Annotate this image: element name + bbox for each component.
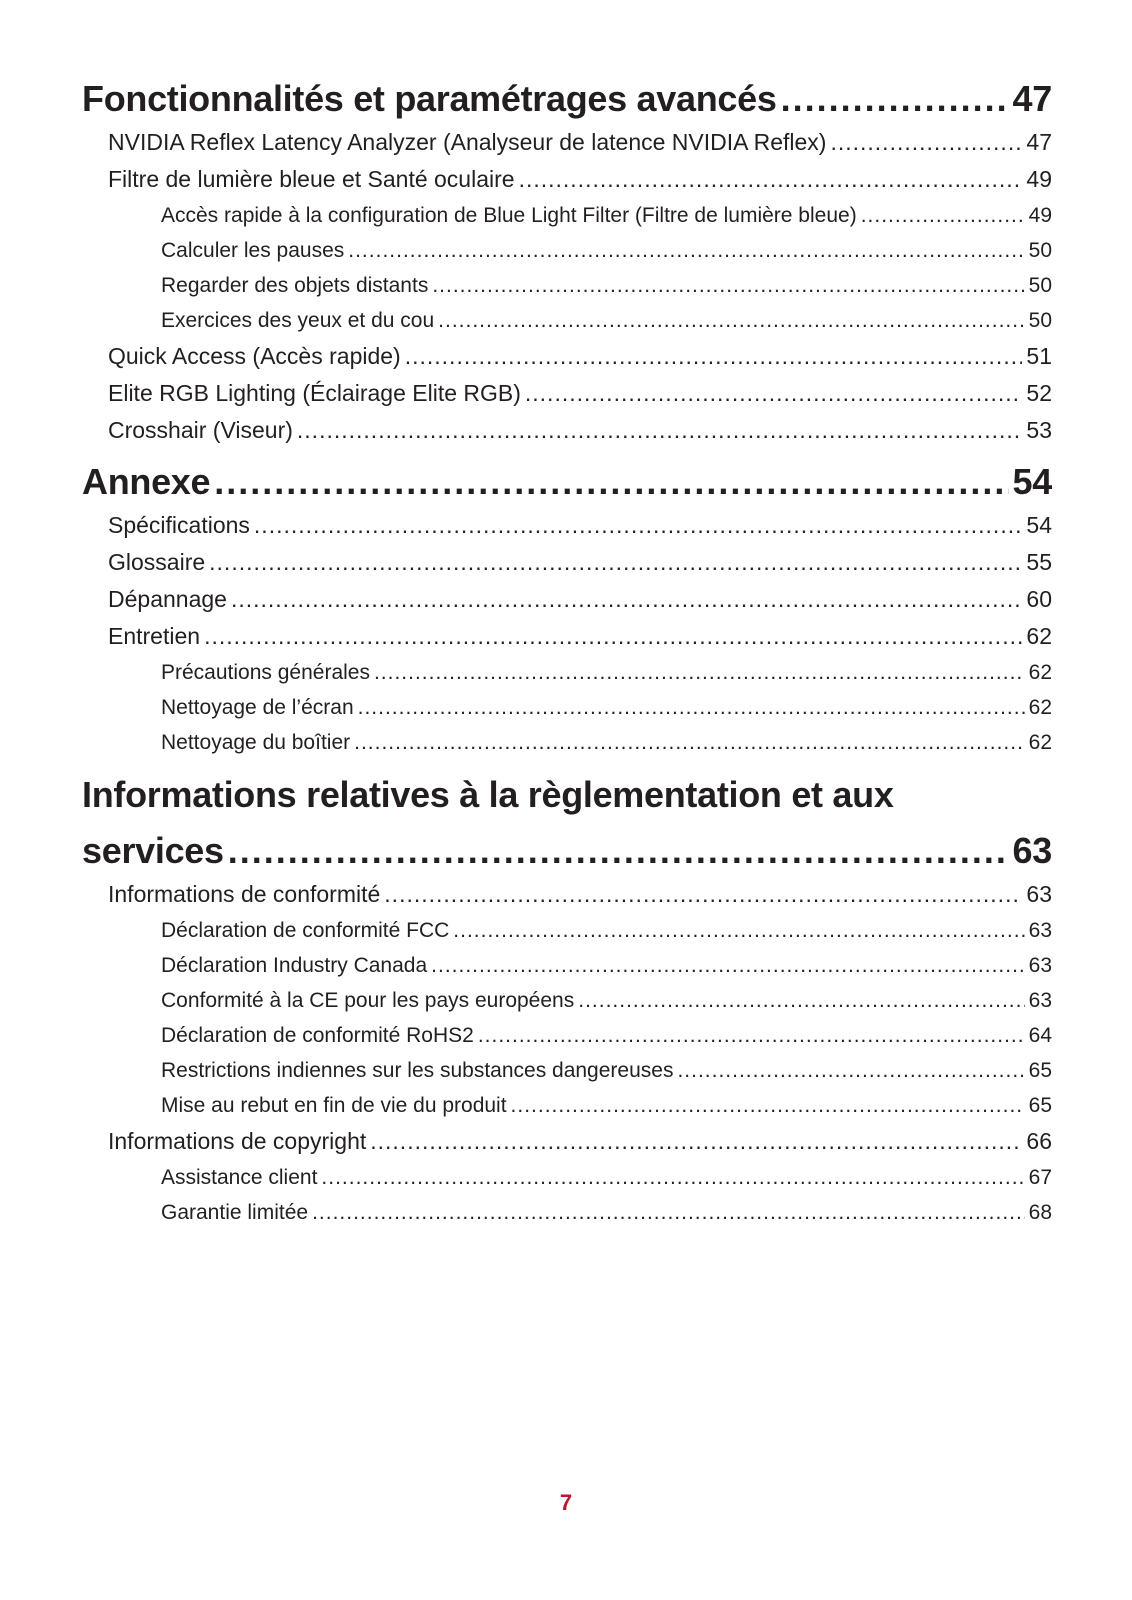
- toc-entry-title: Garantie limitée: [161, 1201, 309, 1224]
- toc-entry[interactable]: [82, 412, 1052, 449]
- toc-entry[interactable]: [82, 581, 1052, 618]
- toc-subentry[interactable]: [82, 1088, 1052, 1123]
- dot-leader: [432, 268, 1024, 303]
- toc-page-number: 47: [1026, 129, 1052, 155]
- toc-entry-title: Accès rapide à la configuration de Blue Light Filter (Filtre de lumière bleue): [161, 204, 857, 227]
- toc-entry-title: Précautions générales: [161, 661, 370, 684]
- toc-page-number: 50: [1028, 309, 1052, 332]
- dot-leader: [214, 457, 1008, 507]
- toc-subentry[interactable]: [82, 233, 1052, 268]
- toc-entry-title: Dépannage: [108, 586, 227, 612]
- toc-entry-title: Quick Access (Accès rapide): [108, 343, 401, 369]
- toc-entry[interactable]: [82, 338, 1052, 375]
- toc-entry-title: Entretien: [108, 623, 201, 649]
- dot-leader: [348, 233, 1024, 268]
- toc-page-number: 66: [1026, 1128, 1052, 1154]
- toc-entry-title: Elite RGB Lighting (Éclairage Elite RGB): [108, 380, 521, 406]
- dot-leader: [358, 690, 1025, 725]
- table-of-contents: [82, 72, 1052, 1230]
- toc-page-number: 63: [1012, 830, 1052, 871]
- toc-page-number: 49: [1028, 204, 1052, 227]
- toc-subentry[interactable]: [82, 198, 1052, 233]
- dot-leader: [438, 303, 1024, 338]
- toc-subentry[interactable]: [82, 1053, 1052, 1088]
- toc-page-number: 47: [1012, 78, 1052, 119]
- dot-leader: [312, 1195, 1025, 1230]
- dot-leader: [677, 1053, 1024, 1088]
- dot-leader: [525, 375, 1023, 412]
- toc-page-number: 52: [1026, 380, 1052, 406]
- toc-heading-title-line1[interactable]: Informations relatives à la règlementation et aux: [82, 774, 894, 815]
- toc-entry-title: Spécifications: [108, 512, 250, 538]
- toc-entry-title: Nettoyage de l’écran: [161, 696, 354, 719]
- toc-page-number: 50: [1028, 274, 1052, 297]
- toc-subentry[interactable]: [82, 1195, 1052, 1230]
- toc-page-number: 54: [1012, 461, 1052, 502]
- toc-entry-title: Crosshair (Viseur): [108, 417, 293, 443]
- toc-entry[interactable]: [82, 1123, 1052, 1160]
- toc-entry-title: Exercices des yeux et du cou: [161, 309, 435, 332]
- dot-leader: [354, 725, 1025, 760]
- toc-page-number: 49: [1026, 166, 1052, 192]
- toc-entry[interactable]: [82, 544, 1052, 581]
- toc-entry[interactable]: [82, 876, 1052, 913]
- toc-page-number: 54: [1026, 512, 1052, 538]
- dot-leader: [321, 1160, 1024, 1195]
- footer-page-number: 7: [559, 1490, 573, 1515]
- toc-page-number: 65: [1028, 1059, 1052, 1082]
- toc-page-number: 64: [1028, 1024, 1052, 1047]
- toc-subentry[interactable]: [82, 655, 1052, 690]
- toc-page-number: 51: [1026, 343, 1052, 369]
- toc-subentry[interactable]: [82, 1018, 1052, 1053]
- dot-leader: [374, 655, 1025, 690]
- dot-leader: [228, 826, 1009, 876]
- toc-page-number: 63: [1028, 989, 1052, 1012]
- toc-heading-title: Fonctionnalités et paramétrages avancés: [82, 78, 777, 119]
- toc-page-number: 62: [1028, 661, 1052, 684]
- dot-leader: [204, 618, 1022, 655]
- toc-entry-title: Glossaire: [108, 549, 206, 575]
- toc-entry-title: Mise au rebut en fin de vie du produit: [161, 1094, 507, 1117]
- toc-heading-annexe[interactable]: [82, 457, 1052, 507]
- dot-leader: [519, 161, 1023, 198]
- toc-page-number: 63: [1026, 881, 1052, 907]
- toc-entry-title: Nettoyage du boîtier: [161, 731, 351, 754]
- dot-leader: [781, 74, 1009, 124]
- toc-page-number: 63: [1028, 919, 1052, 942]
- toc-subentry[interactable]: [82, 268, 1052, 303]
- dot-leader: [209, 544, 1022, 581]
- toc-heading-title: Annexe: [82, 461, 211, 502]
- toc-entry-title: Assistance client: [161, 1166, 318, 1189]
- toc-entry[interactable]: [82, 618, 1052, 655]
- toc-entry-title: Déclaration Industry Canada: [161, 954, 428, 977]
- toc-page-number: 62: [1028, 696, 1052, 719]
- dot-leader: [861, 198, 1025, 233]
- toc-entry-title: Informations de copyright: [108, 1128, 367, 1154]
- dot-leader: [578, 983, 1024, 1018]
- dot-leader: [405, 338, 1023, 375]
- toc-entry-title: Restrictions indiennes sur les substances dangereuses: [161, 1059, 674, 1082]
- toc-page-number: 60: [1026, 586, 1052, 612]
- toc-page-number: 68: [1028, 1201, 1052, 1224]
- toc-page-number: 65: [1028, 1094, 1052, 1117]
- toc-page-number: 53: [1026, 417, 1052, 443]
- toc-heading-fonctionnalites[interactable]: [82, 74, 1052, 124]
- toc-entry-title: Filtre de lumière bleue et Santé oculaire: [108, 166, 515, 192]
- toc-heading-title: services: [82, 830, 224, 871]
- toc-entry[interactable]: [82, 124, 1052, 161]
- toc-entry[interactable]: [82, 375, 1052, 412]
- toc-entry-title: Informations de conformité: [108, 881, 381, 907]
- dot-leader: [511, 1088, 1025, 1123]
- toc-entry[interactable]: [82, 507, 1052, 544]
- toc-subentry[interactable]: [82, 725, 1052, 760]
- dot-leader: [231, 581, 1022, 618]
- toc-subentry[interactable]: [82, 983, 1052, 1018]
- toc-subentry[interactable]: [82, 1160, 1052, 1195]
- dot-leader: [431, 948, 1024, 983]
- dot-leader: [453, 913, 1024, 948]
- dot-leader: [254, 507, 1022, 544]
- toc-entry-title: Déclaration de conformité RoHS2: [161, 1024, 474, 1047]
- toc-subentry[interactable]: [82, 948, 1052, 983]
- dot-leader: [297, 412, 1023, 449]
- toc-entry-title: Regarder des objets distants: [161, 274, 429, 297]
- toc-entry-title: NVIDIA Reflex Latency Analyzer (Analyseur de latence NVIDIA Reflex): [108, 129, 827, 155]
- toc-entry-title: Calculer les pauses: [161, 239, 345, 262]
- toc-page-number: 55: [1026, 549, 1052, 575]
- toc-entry-title: Conformité à la CE pour les pays européens: [161, 989, 575, 1012]
- toc-page-number: 67: [1028, 1166, 1052, 1189]
- toc-entry-title: Déclaration de conformité FCC: [161, 919, 450, 942]
- toc-subentry[interactable]: [82, 690, 1052, 725]
- dot-leader: [478, 1018, 1025, 1053]
- dot-leader: [384, 876, 1022, 913]
- toc-page-number: 63: [1028, 954, 1052, 977]
- dot-leader: [370, 1123, 1022, 1160]
- toc-heading-reglementation[interactable]: [82, 826, 1052, 876]
- toc-page-number: 50: [1028, 239, 1052, 262]
- dot-leader: [830, 124, 1022, 161]
- toc-page-number: 62: [1026, 623, 1052, 649]
- toc-entry[interactable]: [82, 161, 1052, 198]
- toc-subentry[interactable]: [82, 913, 1052, 948]
- toc-subentry[interactable]: [82, 303, 1052, 338]
- toc-page-number: 62: [1028, 731, 1052, 754]
